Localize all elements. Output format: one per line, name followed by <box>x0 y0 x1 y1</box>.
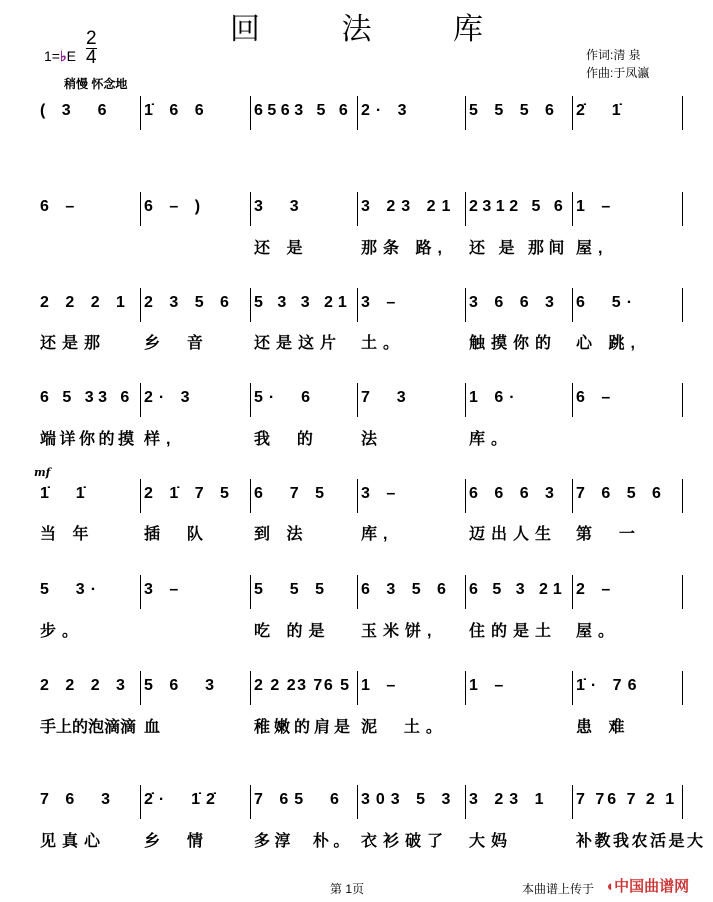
barline <box>250 192 251 226</box>
barline <box>250 575 251 609</box>
barline <box>572 96 573 130</box>
measure-lyrics: 库。 <box>469 431 514 448</box>
dynamic-marking: mf <box>34 466 51 479</box>
measure-notes: 3 23 1 <box>469 791 550 808</box>
measure-notes: 3 6 6 3 <box>469 294 560 311</box>
barline <box>250 671 251 705</box>
composer: 作曲:于凤瀛 <box>586 66 650 80</box>
measure-notes: ( 3 6 <box>40 102 113 119</box>
barline <box>140 288 141 322</box>
barline <box>682 192 683 226</box>
measure-notes: 2· 3 <box>361 102 413 119</box>
measure-lyrics: 第 一 <box>576 526 641 543</box>
measure-lyrics: 那条 路, <box>361 240 448 257</box>
barline <box>572 671 573 705</box>
measure-lyrics: 法 <box>361 431 384 448</box>
barline <box>250 785 251 819</box>
measure-lyrics: 触摸你的 <box>469 335 558 352</box>
barline <box>357 96 358 130</box>
barline <box>572 192 573 226</box>
barline <box>140 671 141 705</box>
measure-notes: 3 – <box>361 294 402 311</box>
page-number: 第 1页 <box>330 882 365 896</box>
measure-notes: 5 5 5 6 <box>469 102 560 119</box>
site-logo: ◖中国曲谱网 <box>605 878 690 895</box>
barline <box>465 575 466 609</box>
measure-lyrics: 患 难 <box>576 719 631 736</box>
measure-lyrics: 见真心 <box>40 833 107 850</box>
measure-notes: 3 3 <box>254 198 305 215</box>
measure-lyrics: 库, <box>361 526 394 543</box>
barline <box>140 575 141 609</box>
measure-lyrics: 手上的泡滴滴 <box>40 719 137 736</box>
measure-lyrics: 衣衫破了 <box>361 833 450 850</box>
barline <box>357 192 358 226</box>
measure-lyrics: 吃 的是 <box>254 623 331 640</box>
barline <box>682 383 683 417</box>
barline <box>465 192 466 226</box>
barline <box>250 383 251 417</box>
measure-notes: 7 65 6 <box>254 791 345 808</box>
measure-notes: 6563 5 6 <box>254 102 353 119</box>
measure-lyrics: 多淳 朴。 <box>254 833 354 850</box>
site-name: 中国曲谱网 <box>614 878 690 895</box>
measure-lyrics: 步。 <box>40 623 85 640</box>
measure-notes: 2 3 5 6 <box>144 294 235 311</box>
barline <box>140 479 141 513</box>
measure-lyrics: 屋。 <box>576 623 621 640</box>
barline <box>465 288 466 322</box>
barline <box>682 288 683 322</box>
measure-notes: 2 2 2 1 <box>40 294 131 311</box>
measure-notes: 2 2 2 3 <box>40 677 131 694</box>
measure-lyrics: 我 的 <box>254 431 319 448</box>
measure-lyrics: 端详你的摸 <box>40 431 138 448</box>
measure-notes: 6 5 3 21 <box>469 581 567 598</box>
measure-notes: 7 76 7 2 1 <box>576 791 678 808</box>
measure-lyrics: 住的是土 <box>469 623 558 640</box>
song-title: 回 法 库 <box>229 12 520 47</box>
barline <box>140 785 141 819</box>
barline <box>572 288 573 322</box>
measure-notes: 7 6 5 6 <box>576 485 667 502</box>
measure-notes: 1 – <box>469 677 510 694</box>
measure-notes: 1 6· <box>469 389 521 406</box>
barline <box>572 479 573 513</box>
measure-lyrics: 迈出人生 <box>469 526 558 543</box>
measure-lyrics: 还 是 <box>254 240 309 257</box>
measure-lyrics: 到 法 <box>254 526 309 543</box>
measure-notes: 1̇ 6 6 <box>144 102 210 119</box>
barline <box>357 383 358 417</box>
measure-notes: 3 23 21 <box>361 198 457 215</box>
measure-notes: 2̇ 1̇ <box>576 102 627 119</box>
measure-lyrics: 乡 音 <box>144 335 209 352</box>
barline <box>465 671 466 705</box>
barline <box>465 383 466 417</box>
measure-lyrics: 心 跳, <box>576 335 641 352</box>
key-note: E <box>66 48 76 64</box>
measure-notes: 2 1̇ 7 5 <box>144 485 235 502</box>
time-signature <box>86 30 97 67</box>
barline <box>250 288 251 322</box>
measure-notes: 6 – <box>40 198 81 215</box>
measure-lyrics: 当 年 <box>40 526 95 543</box>
barline <box>357 288 358 322</box>
barline <box>357 575 358 609</box>
measure-notes: 303 5 3 <box>361 791 457 808</box>
measure-notes: 3 – <box>361 485 402 502</box>
measure-notes: 6 6 6 3 <box>469 485 560 502</box>
measure-lyrics: 玉米饼, <box>361 623 438 640</box>
measure-notes: 3 – <box>144 581 185 598</box>
key-signature <box>44 48 76 65</box>
measure-lyrics: 插 队 <box>144 526 209 543</box>
lyricist: 作词:清 泉 <box>586 48 641 62</box>
measure-notes: 6 3 5 6 <box>361 581 452 598</box>
measure-lyrics: 稚嫩的肩是 <box>254 719 355 736</box>
measure-lyrics: 泥 土。 <box>361 719 448 736</box>
barline <box>465 785 466 819</box>
measure-notes: 6 5· <box>576 294 639 311</box>
measure-notes: 1 – <box>361 677 402 694</box>
barline <box>250 479 251 513</box>
barline <box>357 671 358 705</box>
measure-lyrics: 还 是 那间 <box>469 240 569 257</box>
barline <box>682 671 683 705</box>
barline <box>140 96 141 130</box>
barline <box>682 479 683 513</box>
key-prefix: 1= <box>44 48 60 64</box>
barline <box>572 575 573 609</box>
measure-notes: 2312 5 6 <box>469 198 568 215</box>
measure-notes: 5 6 3 <box>144 677 221 694</box>
measure-lyrics: 乡 情 <box>144 833 209 850</box>
measure-notes: 7 3 <box>361 389 412 406</box>
measure-notes: 1̇ 1̇ <box>40 485 91 502</box>
measure-notes: 7 6 3 <box>40 791 117 808</box>
measure-lyrics: 血 <box>144 719 167 736</box>
measure-notes: 6 7 5 <box>254 485 331 502</box>
measure-notes: 5 3· <box>40 581 103 598</box>
measure-lyrics: 土。 <box>361 335 406 352</box>
measure-lyrics: 样, <box>144 431 177 448</box>
measure-notes: 6 5 33 6 <box>40 389 134 406</box>
measure-lyrics: 还是那 <box>40 335 107 352</box>
meter-top: 2 <box>86 28 97 49</box>
barline <box>572 785 573 819</box>
flat-icon: ♭ <box>59 48 67 64</box>
measure-lyrics: 补教我农活是大 <box>576 833 706 850</box>
measure-notes: 2 2 23 76 5 <box>254 677 351 694</box>
measure-notes: 2 – <box>576 581 617 598</box>
measure-notes: 6 – <box>576 389 617 406</box>
measure-notes: 5 5 5 <box>254 581 331 598</box>
measure-notes: 5 3 3 21 <box>254 294 352 311</box>
barline <box>140 192 141 226</box>
measure-lyrics: 大妈 <box>469 833 514 850</box>
barline <box>465 96 466 130</box>
meter-bottom: 4 <box>86 47 97 68</box>
measure-lyrics: 屋, <box>576 240 609 257</box>
measure-notes: 1 – <box>576 198 617 215</box>
measure-notes: 5· 6 <box>254 389 317 406</box>
measure-notes: 2· 3 <box>144 389 196 406</box>
barline <box>140 383 141 417</box>
measure-lyrics: 还是这片 <box>254 335 343 352</box>
measure-notes: 1̇· 76 <box>576 677 643 694</box>
measure-notes: 6 – ) <box>144 198 207 215</box>
barline <box>682 96 683 130</box>
measure-notes: 2̇· 1̇2̇ <box>144 791 221 808</box>
barline <box>357 785 358 819</box>
barline <box>465 479 466 513</box>
barline <box>682 785 683 819</box>
upload-note: 本曲谱上传于 <box>522 882 595 896</box>
barline <box>250 96 251 130</box>
tempo-marking: 稍慢 怀念地 <box>64 77 128 91</box>
barline <box>572 383 573 417</box>
barline <box>682 575 683 609</box>
barline <box>357 479 358 513</box>
